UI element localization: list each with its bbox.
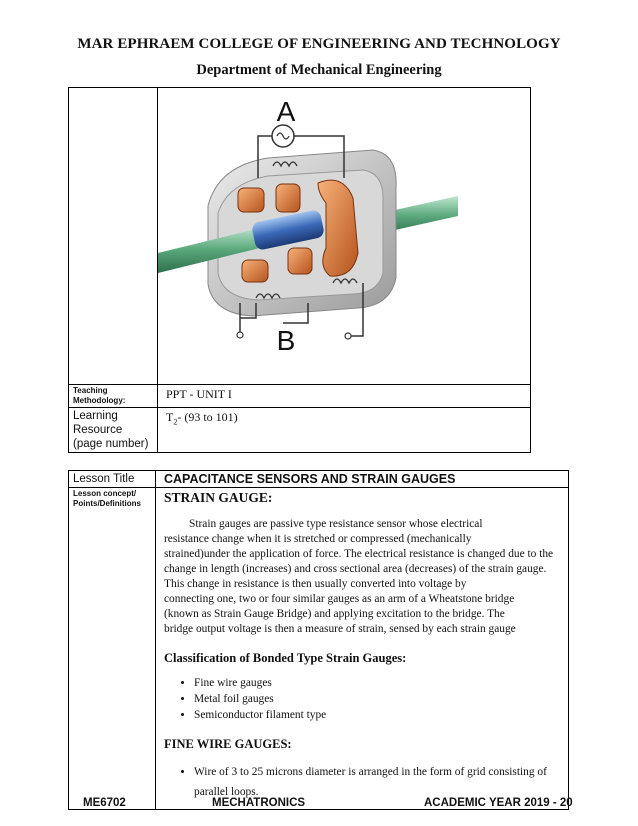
list-item: • Semiconductor filament type bbox=[194, 708, 560, 723]
figure-cell bbox=[158, 88, 531, 385]
college-name: MAR EPHRAEM COLLEGE OF ENGINEERING AND TECHNOLOGY bbox=[77, 36, 561, 52]
resource-label: Learning Resource (page number) bbox=[69, 408, 158, 453]
lesson-table bbox=[68, 470, 569, 810]
list-item: • Wire of 3 to 25 microns diameter is arranged in the form of grid consisting of parallel loops. bbox=[194, 762, 560, 802]
lesson-concept-content bbox=[156, 488, 569, 810]
teaching-value: PPT - UNIT I bbox=[158, 385, 531, 408]
figure-label-a: A bbox=[276, 96, 296, 127]
section-heading: STRAIN GAUGE: bbox=[164, 490, 273, 505]
classification-heading: Classification of Bonded Type Strain Gauges: bbox=[164, 651, 407, 665]
resource-value: $T_2-$ (93 to 101) bbox=[158, 408, 531, 453]
figure-label-b: B bbox=[276, 325, 296, 356]
fine-wire-list bbox=[164, 762, 560, 802]
figure-label-cell bbox=[69, 88, 158, 385]
fine-wire-heading: FINE WIRE GAUGES: bbox=[164, 737, 292, 751]
lesson-title-label: Lesson Title bbox=[69, 471, 156, 488]
teaching-label: Teaching Methodology: bbox=[69, 385, 158, 408]
footer-course-code: ME6702 bbox=[83, 797, 126, 809]
strain-gauge-paragraph: Strain gauges are passive type resistance sensor whose electrical resistance change when it is stretched or compressed (mechanically strained)under the application of force. The electrical resistance is changed due to the change in length (increases) and cross sectional area (decreases) of the strain gauge. This change in resistance is then usually converted into voltage by connecting one, two or four similar gauges as an arm of a Wheatstone bridge (known as Strain Gauge Bridge) and applying excitation to the bridge. The bridge output voltage is then a measure of strain, sensed by each strain gauge bbox=[164, 518, 554, 635]
list-item: • Fine wire gauges bbox=[194, 676, 560, 691]
info-table bbox=[68, 87, 531, 453]
classification-list bbox=[164, 676, 560, 723]
footer-academic-year: ACADEMIC YEAR 2019 - 20 bbox=[424, 797, 573, 809]
department-name: Department of Mechanical Engineering bbox=[196, 62, 442, 78]
sensor-illustration bbox=[158, 88, 530, 383]
footer-course-name: MECHATRONICS bbox=[212, 797, 306, 809]
lesson-concept-label: Lesson concept/ Points/Definitions bbox=[69, 488, 156, 810]
list-item: • Metal foil gauges bbox=[194, 692, 560, 707]
lesson-title-value: CAPACITANCE SENSORS AND STRAIN GAUGES bbox=[156, 471, 569, 488]
